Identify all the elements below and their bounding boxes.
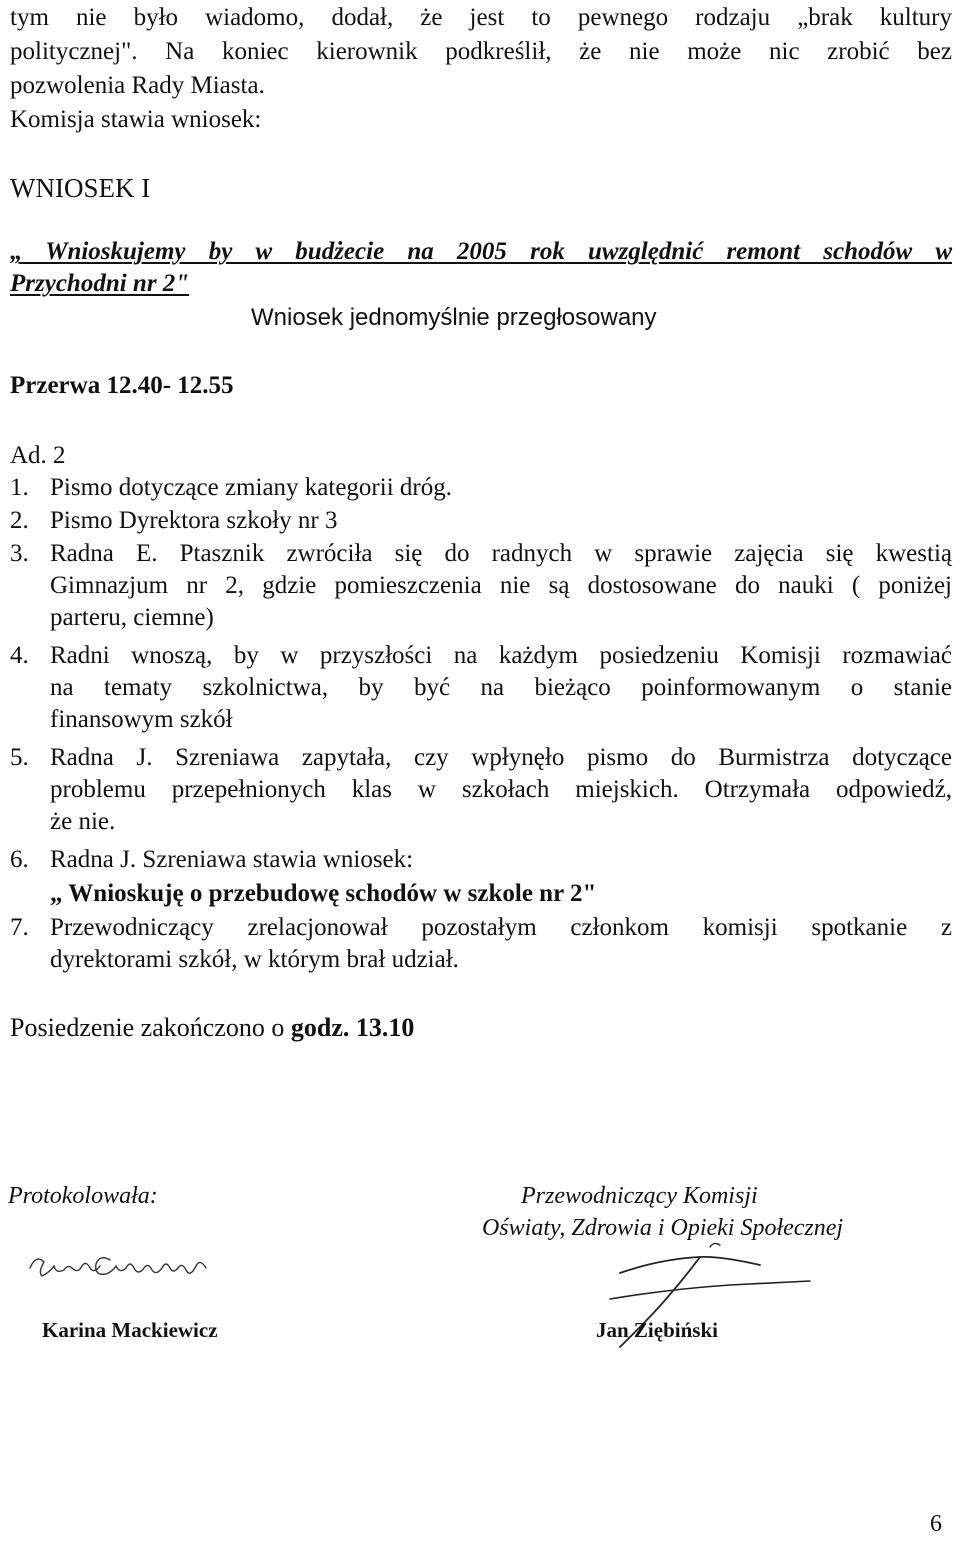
agenda-item-number: 1. xyxy=(10,474,29,501)
left-handwritten-signature xyxy=(20,1240,270,1290)
closing-time: godz. 13.10 xyxy=(290,1013,415,1042)
intro-line-1: tym nie było wiadomo, dodał, że jest to pewnego rodzaju „brak kultury xyxy=(10,4,952,31)
agenda-item-line: Radna J. Szreniawa stawia wniosek: xyxy=(50,846,414,873)
agenda-item-3 xyxy=(10,538,952,638)
agenda-item-line: dyrektorami szkół, w którym brał udział. xyxy=(50,946,459,973)
agenda-item-motion: „ Wnioskuję o przebudowę schodów w szkole nr 2" xyxy=(50,880,597,907)
right-signature-role-line-1: Przewodniczący Komisji xyxy=(521,1183,758,1209)
closing-line xyxy=(10,1012,414,1044)
agenda-item-7 xyxy=(10,912,952,980)
agenda-item-line: parteru, ciemne) xyxy=(50,604,214,631)
motion-heading: WNIOSEK I xyxy=(10,173,151,203)
agenda-item-6 xyxy=(10,844,952,912)
intro-line-3: pozwolenia Rady Miasta. xyxy=(10,72,265,99)
agenda-item-4 xyxy=(10,640,952,740)
motion-text-line-1: „ Wnioskujemy by w budżecie na 2005 rok uwzględnić remont schodów w xyxy=(10,238,952,265)
agenda-item-number: 6. xyxy=(10,846,29,873)
agenda-item-line: Gimnazjum nr 2, gdzie pomieszczenia nie są dostosowane do nauki ( poniżej xyxy=(50,572,952,599)
agenda-item-number: 5. xyxy=(10,744,29,771)
intro-line-4: Komisja stawia wniosek: xyxy=(10,106,262,133)
agenda-item-2 xyxy=(10,505,952,537)
agenda-item-line: problemu przepełnionych klas w szkołach miejskich. Otrzymała odpowiedź, xyxy=(50,776,952,803)
intro-line-2: politycznej". Na koniec kierownik podkreślił, że nie może nic zrobić bez xyxy=(10,38,952,65)
agenda-item-line: Przewodniczący zrelacjonował pozostałym członkom komisji spotkanie z xyxy=(50,914,952,941)
motion-text-line-2: Przychodni nr 2" xyxy=(10,270,190,297)
agenda-item-number: 7. xyxy=(10,914,29,941)
agenda-item-line: finansowym szkół xyxy=(50,706,233,733)
motion-result: Wniosek jednomyślnie przegłosowany xyxy=(251,304,657,331)
left-signature-name: Karina Mackiewicz xyxy=(42,1318,218,1342)
agenda-item-5 xyxy=(10,742,952,842)
agenda-item-number: 4. xyxy=(10,642,29,669)
agenda-item-1 xyxy=(10,472,952,504)
closing-prefix: Posiedzenie zakończono o xyxy=(10,1013,291,1042)
agenda-item-line: na tematy szkolnictwa, by być na bieżąco poinformowanym o stanie xyxy=(50,674,952,701)
agenda-item-line: że nie. xyxy=(50,808,116,835)
break-label: Przerwa 12.40- 12.55 xyxy=(10,372,234,399)
agenda-item-line: Radna E. Ptasznik zwróciła się do radnych w sprawie zajęcia się kwestią xyxy=(50,540,952,567)
agenda-item-line: Pismo dotyczące zmiany kategorii dróg. xyxy=(50,474,452,501)
agenda-item-line: Radna J. Szreniawa zapytała, czy wpłynęło pismo do Burmistrza dotyczące xyxy=(50,744,952,771)
agenda-item-number: 3. xyxy=(10,540,29,567)
agenda-item-line: Pismo Dyrektora szkoły nr 3 xyxy=(50,507,338,534)
agenda-heading: Ad. 2 xyxy=(10,442,66,469)
agenda-item-line: Radni wnoszą, by w przyszłości na każdym posiedzeniu Komisji rozmawiać xyxy=(50,642,952,669)
agenda-item-number: 2. xyxy=(10,507,29,534)
right-signature-role-line-2: Oświaty, Zdrowia i Opieki Społecznej xyxy=(482,1215,844,1241)
page-number: 6 xyxy=(930,1511,942,1537)
right-signature-name: Jan Ziębiński xyxy=(596,1318,718,1342)
left-signature-role: Protokolowała: xyxy=(8,1183,158,1209)
